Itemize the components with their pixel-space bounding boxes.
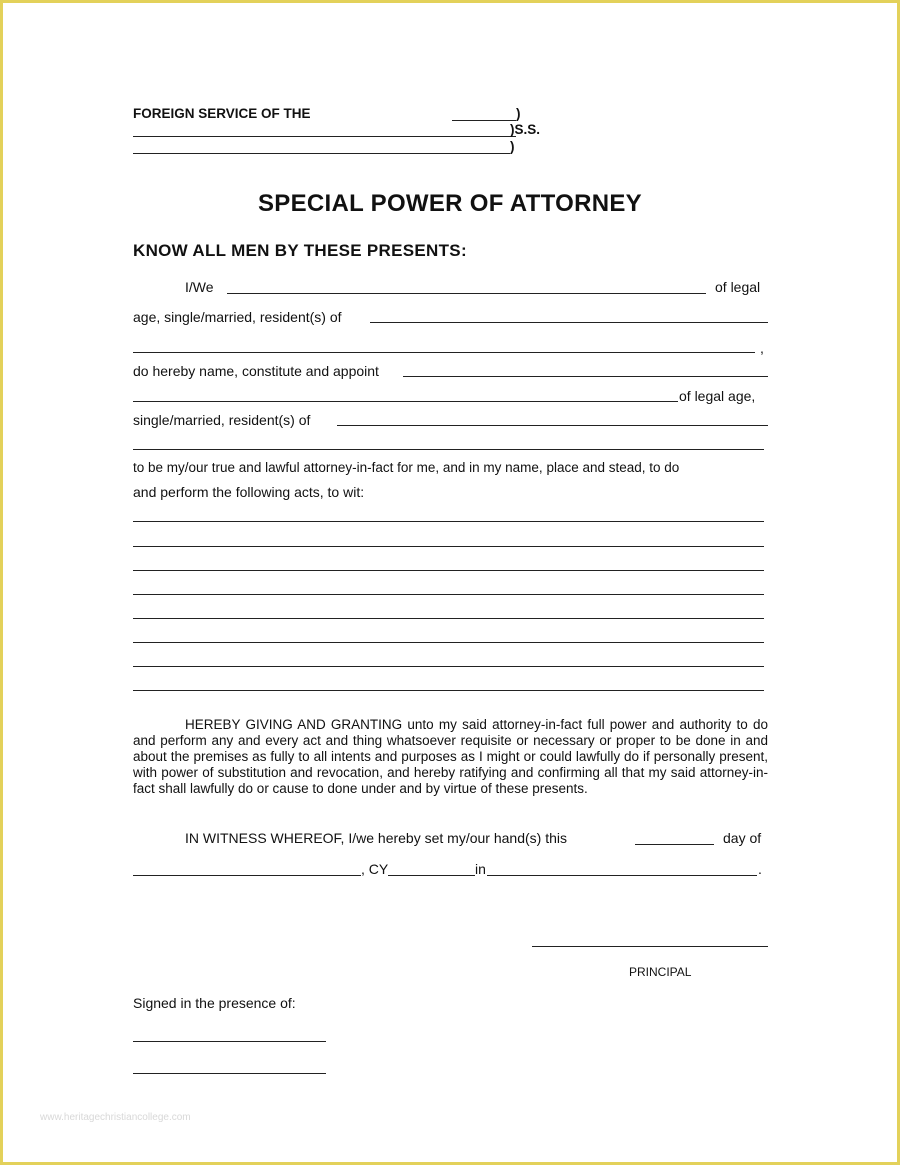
acts-line[interactable]	[133, 618, 764, 619]
header-blank-3[interactable]	[133, 153, 510, 154]
of-legal-age-label: of legal age,	[679, 388, 756, 404]
acts-line[interactable]	[133, 521, 764, 522]
principal-name-field[interactable]	[227, 293, 706, 294]
acts-line[interactable]	[133, 594, 764, 595]
day-field[interactable]	[635, 844, 714, 845]
header-ss: )S.S.	[510, 122, 541, 137]
appoint-label: do hereby name, constitute and appoint	[133, 363, 379, 379]
principal-label: PRINCIPAL	[629, 965, 692, 979]
watermark-text: www.heritagechristiancollege.com	[40, 1112, 191, 1123]
attorney-line-2: and perform the following acts, to wit:	[133, 484, 365, 500]
day-of-label: day of	[723, 830, 762, 846]
witness-signature-1[interactable]	[133, 1041, 326, 1042]
header-label: FOREIGN SERVICE OF THE	[133, 106, 311, 121]
principal-residence-field-2[interactable]	[133, 352, 755, 353]
acts-line[interactable]	[133, 690, 764, 691]
comma-label: ,	[760, 340, 764, 356]
year-field[interactable]	[388, 875, 475, 876]
iwe-label: I/We	[185, 279, 214, 295]
of-legal-label: of legal	[715, 279, 761, 295]
age-resident-label: age, single/married, resident(s) of	[133, 309, 342, 325]
month-field[interactable]	[133, 875, 361, 876]
acts-line[interactable]	[133, 642, 764, 643]
document-subtitle: KNOW ALL MEN BY THESE PRESENTS:	[133, 241, 467, 260]
document-title: SPECIAL POWER OF ATTORNEY	[258, 190, 642, 217]
period-label: .	[758, 861, 762, 877]
signed-presence-label: Signed in the presence of:	[133, 995, 296, 1011]
witness-label: IN WITNESS WHEREOF, I/we hereby set my/our hand(s) this	[185, 830, 567, 846]
header-paren-1: )	[516, 106, 521, 121]
place-field[interactable]	[487, 875, 757, 876]
witness-signature-2[interactable]	[133, 1073, 326, 1074]
acts-line[interactable]	[133, 666, 764, 667]
single-resident-label: single/married, resident(s) of	[133, 412, 311, 428]
header-blank-2[interactable]	[133, 136, 516, 137]
attorney-residence-field[interactable]	[337, 425, 768, 426]
attorney-residence-field-2[interactable]	[133, 449, 764, 450]
header-blank-1[interactable]	[452, 120, 516, 121]
attorney-line-1: to be my/our true and lawful attorney-in-fact for me, and in my name, place and stead, to do	[133, 460, 680, 475]
granting-paragraph: HEREBY GIVING AND GRANTING unto my said attorney-in-fact full power and authority to do and perform any and every act and thing whatsoever requisite or necessary or proper to be done in and about the premises as fully to all intents and purposes as I might or could lawfully do if personally present, with power of substitution and revocation, and hereby ratifying and confirming all that my said attorney-in-fact shall lawfully do or cause to done under and by virtue of these presents.	[133, 717, 768, 796]
attorney-name-field-2[interactable]	[133, 401, 678, 402]
principal-signature-field[interactable]	[532, 946, 768, 947]
acts-line[interactable]	[133, 546, 764, 547]
cy-label: , CY	[361, 861, 389, 877]
header-paren-3: )	[510, 139, 515, 154]
in-label: in	[475, 861, 486, 877]
acts-line[interactable]	[133, 570, 764, 571]
principal-residence-field[interactable]	[370, 322, 768, 323]
attorney-name-field[interactable]	[403, 376, 768, 377]
